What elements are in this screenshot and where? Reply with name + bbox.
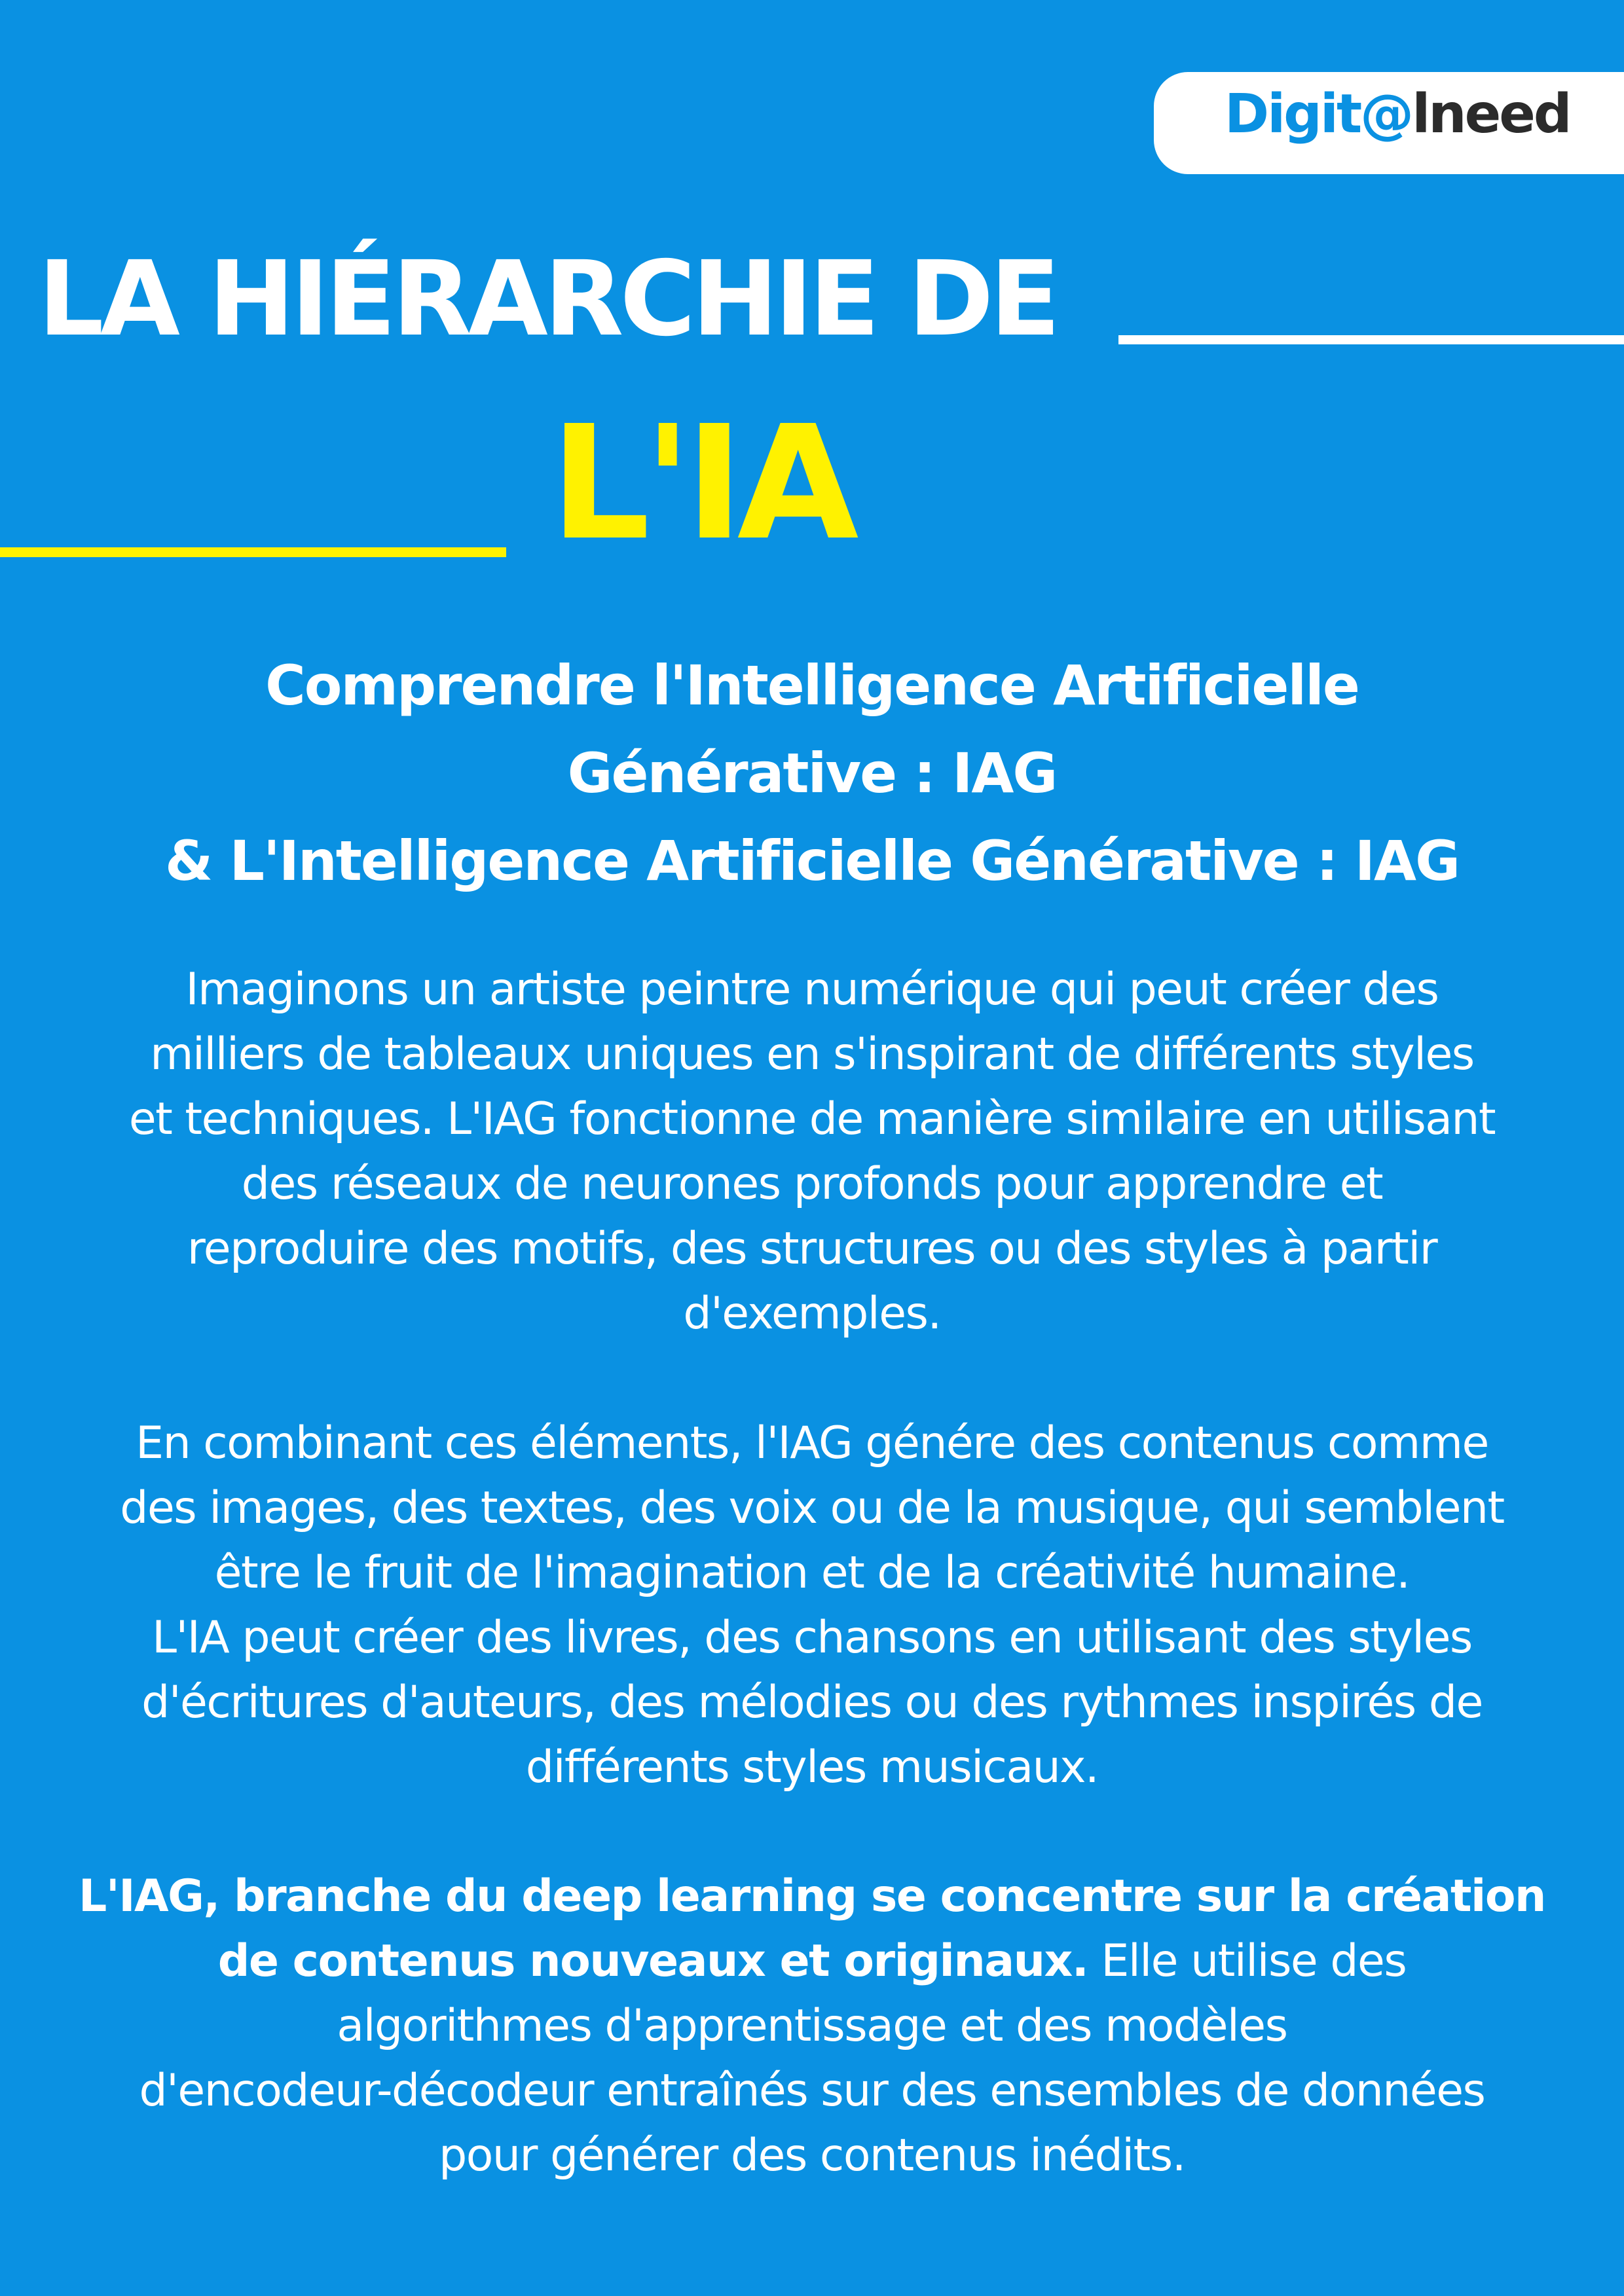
title-line-2: L'IA xyxy=(550,392,853,575)
paragraph-3 xyxy=(79,1864,1545,2188)
paragraph-2 xyxy=(79,1411,1545,1800)
paragraph-line: d'encodeur-décodeur entraînés sur des ensembles de données xyxy=(139,2065,1485,2117)
paragraph-line: des réseaux de neurones profonds pour apprendre et xyxy=(241,1158,1383,1210)
paragraph-line-mixed xyxy=(79,1929,1545,1994)
paragraph-line: d'exemples. xyxy=(683,1288,941,1339)
paragraph-line: En combinant ces éléments, l'IAG génére des contenus comme xyxy=(136,1417,1488,1469)
subtitle-line: Générative : IAG xyxy=(567,741,1057,805)
paragraph-line: Imaginons un artiste peintre numérique qui peut créer des xyxy=(185,964,1439,1015)
paragraph-line: reproduire des motifs, des structures ou des styles à partir xyxy=(187,1223,1437,1275)
logo-part-dark: lneed xyxy=(1412,83,1570,145)
paragraph-bold-fragment: de contenus nouveaux et originaux. xyxy=(217,1935,1088,1987)
white-divider xyxy=(1118,335,1624,344)
yellow-divider xyxy=(0,547,506,557)
paragraph-line: être le fruit de l'imagination et de la créativité humaine. xyxy=(214,1547,1410,1599)
title-line-1: LA HIÉRARCHIE DE xyxy=(38,239,1057,359)
subtitle-line: Comprendre l'Intelligence Artificielle xyxy=(265,653,1359,718)
paragraph-line: pour générer des contenus inédits. xyxy=(439,2130,1185,2181)
paragraph-line: L'IA peut créer des livres, des chansons en utilisant des styles xyxy=(152,1612,1472,1664)
paragraph-line: des images, des textes, des voix ou de la musique, qui semblent xyxy=(120,1482,1504,1534)
paragraph-line: milliers de tableaux uniques en s'inspirant de différents styles xyxy=(150,1029,1474,1080)
paragraph-1 xyxy=(79,957,1545,1346)
paragraph-regular-fragment: Elle utilise des xyxy=(1088,1935,1407,1987)
paragraph-line: et techniques. L'IAG fonctionne de manière similaire en utilisant xyxy=(128,1093,1496,1145)
paragraph-line: différents styles musicaux. xyxy=(525,1741,1099,1793)
brand-logo xyxy=(1225,83,1570,145)
logo-badge xyxy=(1154,72,1624,174)
paragraph-line: d'écritures d'auteurs, des mélodies ou des rythmes inspirés de xyxy=(141,1677,1483,1728)
paragraph-line: algorithmes d'apprentissage et des modèles xyxy=(337,2000,1287,2052)
paragraph-line-bold: L'IAG, branche du deep learning se concentre sur la création xyxy=(79,1870,1545,1922)
subtitle-line: & L'Intelligence Artificielle Générative : IAG xyxy=(164,829,1460,893)
subtitle xyxy=(79,642,1545,905)
logo-part-blue: Digit@ xyxy=(1225,83,1412,145)
